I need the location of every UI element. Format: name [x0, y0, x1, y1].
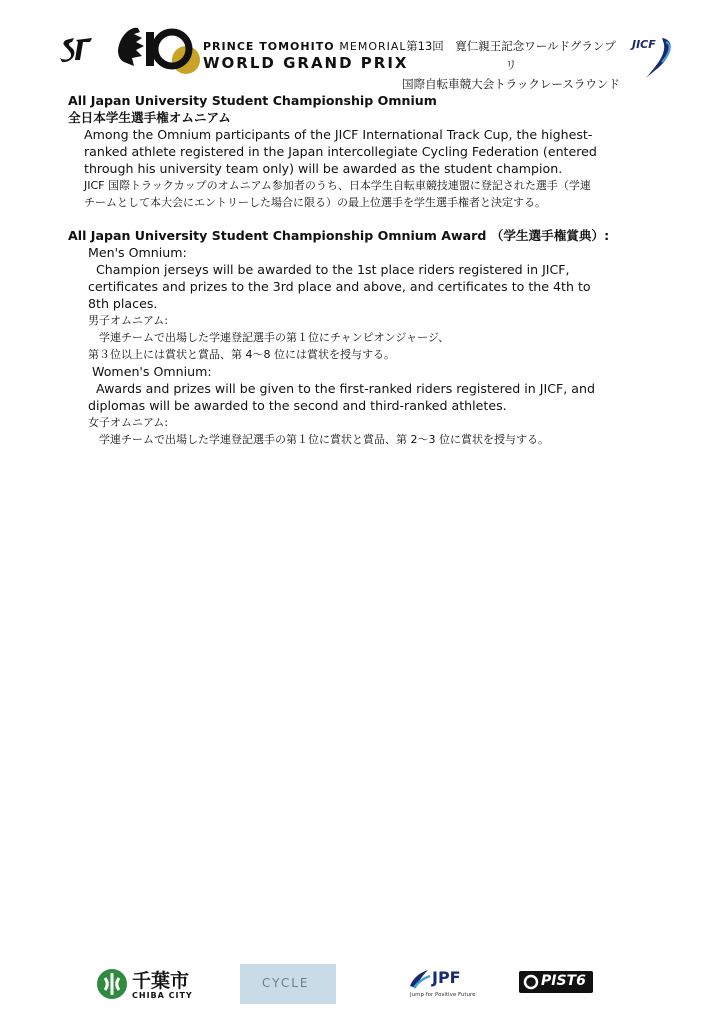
women-omnium-jp-line: 学連チームで出場した学連登記選手の第１位に賞状と賞品、第 2～3 位に賞状を授与する。	[88, 433, 549, 446]
sc-logo	[56, 36, 96, 64]
cycle-logo	[240, 964, 336, 1004]
section2-title: All Japan University Student Championship Omnium Award （学生選手権賞典）:	[68, 228, 610, 243]
women-omnium-en-line: Awards and prizes will be given to the first-ranked riders registered in JICF, and	[88, 381, 595, 396]
event-title-jp	[402, 37, 620, 94]
men-omnium-en-line: Champion jerseys will be awarded to the 1st place riders registered in JICF,	[88, 262, 570, 277]
sponsor-footer	[0, 960, 724, 1010]
women-omnium-heading: Women's Omnium:	[88, 364, 212, 379]
jicf-logo	[632, 34, 678, 80]
section1-jp-line: JICF 国際トラックカップのオムニアム参加者のうち、日本学生自転車競技連盟に登記された選手（学連	[84, 179, 591, 192]
section2-body	[68, 244, 648, 448]
men-omnium-jp-heading: 男子オムニアム:	[88, 314, 168, 327]
event-title-jp-line2: 国際自転車競大会トラックレースラウンド	[402, 77, 620, 91]
jpf-logo	[406, 964, 486, 1004]
wgp-line1-light: MEMORIAL	[339, 40, 407, 53]
pist6-logo	[519, 971, 593, 993]
event-title-jp-line1: 第13回 寛仁親王記念ワールドグランプリ	[406, 39, 616, 72]
jicf-logo-text: JICF	[632, 38, 656, 51]
cycle-logo-text: CYCLE	[262, 976, 310, 990]
chiba-emblem-icon	[96, 968, 128, 1000]
pist6-logo-text: PIST6	[541, 973, 586, 989]
jpf-tagline: Jump for Positive Future	[410, 992, 476, 998]
wgp-line2: WORLD GRAND PRIX	[203, 54, 409, 72]
women-omnium-en-line: diplomas will be awarded to the second and third-ranked athletes.	[88, 398, 507, 413]
section1-en-line: through his university team only) will be awarded as the student champion.	[84, 161, 563, 176]
document-body	[68, 92, 648, 448]
section1-title-jp: 全日本学生選手権オムニアム	[68, 110, 231, 125]
jpf-logo-text: JPF	[432, 968, 461, 987]
men-omnium-en-line: 8th places.	[88, 296, 158, 311]
wgp-wordmark	[203, 40, 408, 72]
men-omnium-jp-line: 第３位以上には賞状と賞品、第 4～8 位には賞状を授与する。	[88, 348, 395, 361]
chiba-kanji: 千葉市	[132, 970, 190, 992]
wgp-line1-bold: PRINCE TOMOHITO	[203, 40, 335, 53]
section1-en-line: ranked athlete registered in the Japan intercollegiate Cycling Federation (entered	[84, 144, 597, 159]
section1-jp-line: チームとして本大会にエントリーした場合に限る）の最上位選手を学生選手権者と決定する。	[84, 196, 546, 209]
men-omnium-heading: Men's Omnium:	[88, 245, 187, 260]
section1-title-en: All Japan University Student Championship Omnium	[68, 93, 437, 108]
section1-en-line: Among the Omnium participants of the JICF International Track Cup, the highest-	[84, 127, 593, 142]
men-omnium-jp-line: 学連チームで出場した学連登記選手の第１位にチャンピオンジャージ、	[88, 331, 450, 344]
wgp-line1	[203, 40, 408, 53]
section1-body	[68, 126, 648, 211]
men-omnium-en-line: certificates and prizes to the 3rd place and above, and certificates to the 4th to	[88, 279, 591, 294]
jicf-swoosh-icon	[632, 34, 678, 80]
wgp-emblem	[114, 22, 204, 76]
women-omnium-jp-heading: 女子オムニアム:	[88, 416, 168, 429]
document-header	[0, 0, 724, 91]
pist6-ring-icon	[523, 974, 539, 990]
chiba-en: CHIBA CITY	[132, 991, 193, 1000]
jpf-swirl-icon	[406, 966, 432, 992]
